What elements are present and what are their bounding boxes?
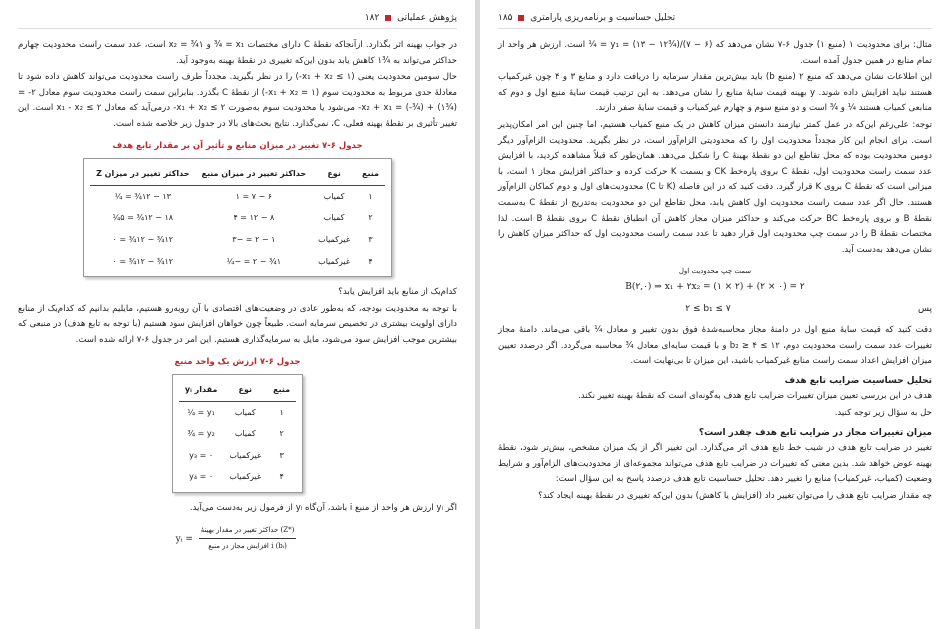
table-cell: غیرکمیاب <box>318 256 350 266</box>
table-cell: ۸ − ۱۲ = ۴ <box>233 213 275 223</box>
table-header: مقدار yᵢ <box>179 379 223 401</box>
resource-value-table <box>179 379 296 488</box>
paragraph: تغییر در ضرایب تابع هدف در شیب خط تابع هدف اثر می‌گذارد. این تغییر اگر از یک میزان مشخص، بیش‌تر شود، نقطهٔ بهینه عوض خواهد شد. بدین معنی که تغییرات در ضرایب تابع هدف می‌تواند مجموعه‌ای از محدودیت‌های الزام‌آور و شرایط وضعیت (کمیاب، غیرکمیاب) منابع را تغییر دهد. تحلیل حساسیت تابع هدف درصدد پاسخ به این سؤال است: <box>498 443 932 485</box>
table-header: نوع <box>223 379 267 401</box>
table2-caption: جدول ۶-۷ ارزش یک واحد منبع <box>174 356 301 367</box>
range-formula: ۲ ≤ b₁ ≤ ۷ <box>685 303 731 314</box>
table-cell: ۴ <box>368 256 373 266</box>
b-point-formula <box>498 264 932 295</box>
right-page-header <box>498 10 932 29</box>
subsection-heading: میزان تغییرات مجاز در ضرایب تابع هدف چقدر است؟ <box>698 427 932 438</box>
table-cell: غیرکمیاب <box>229 450 262 460</box>
table-row <box>179 401 296 423</box>
paragraph: حال سومین محدودیت یعنی (x₁ + x₂ ≤ ۱-) را در نظر بگیرید. مجدداً طرف راست محدودیت می‌تواند کاهش داده شود تا معادلهٔ حدی مربوط به محدودیت سوم (x₁ + x₂ = ۱-) از نقطهٔ C بگذرد. بنابراین سمت راست محدودیت سوم معادل ۲- = (¾۱) + (¾-) = x₂ + x₁- می‌شود یا محدودیت سوم به‌صورت x₁ + x₂ ≤ ۲- درمی‌آید که معادل ۲ ≥ x₁ - x₂ است. این تغییر تأثیری بر نقطهٔ بهینه فعلی، C، نمی‌گذارد. نتایج بحث‌های بالا در جدول زیر خلاصه شده است. <box>18 72 457 129</box>
paragraph: توجه: علی‌رغم این‌که در عمل کمتر نیازمند دانستن میزان کاهش در یک منبع کمیاب هستیم، اما چنین این امر امکان‌پذیر است. برای انجام این کار مجدداً محدودیت اول را که محدودیتی الزام‌آور است، در نظر بگیرید. محدودیت الزام‌آور دیگر دومین محدودیت بوده که محل تقاطع این دو نقطهٔ بهینهٔ C را شکیل می‌دهد. همان‌طور که قبلاً مشاهده کردید، با افزایش عدد سمت راست محدودیت اول، نقطهٔ C بروی پاره‌خط CK و بسمت K حرکت کرده و حداکثر افزایش مجاز ۱ است، با میزانی است که نقطهٔ C بروی K قرار گیرد. دقت کنید که در این فاصله (K تا C) محدودیت‌های اول و دوم کماکان الزام‌آور هستند. حال اگر عدد سمت راست محدودیت اول کاهش یابد، محل تقاطع این دو محدودیت به‌تدریج از نقطهٔ C به‌سمت نقطهٔ B و بروی پاره‌خط BC حرکت می‌کند و حداکثر میزان مجاز کاهش آن انطباق نقطهٔ C بروی نقطهٔ B است. لذا مختصات نقطهٔ B را در سمت چپ محدودیت اول قرار دهید تا عدد سمت راست محدودیت اول که حداکثر میزان کاهش را نشان می‌دهد به‌دست آید. <box>498 119 933 255</box>
paragraph: مثال: برای محدودیت ۱ (منبع ۱) جدول ۶-۷ نشان می‌دهد که y₁ = (۱۳ − ۱۲¾)/(۷ − ۶) = ¼ است. ارزش هر واحد از تمام منابع در همین جدول آمده است. <box>498 40 933 66</box>
bullet-icon <box>518 15 524 21</box>
table-header: حداکثر تغییر در میزان منبع <box>196 163 313 185</box>
table-header: نوع <box>312 163 356 185</box>
resource-change-table <box>90 163 385 272</box>
table-cell: ۱۲¾ − ۱۲¾ = ۰ <box>112 256 174 266</box>
table-row <box>90 185 385 207</box>
table-cell: ۱ <box>368 191 373 201</box>
formula-lhs: yᵢ = <box>175 534 193 545</box>
question: کدام‌یک از منابع باید افزایش یابد؟ <box>338 287 457 298</box>
table-row <box>179 423 296 445</box>
section-heading: تحلیل حساسیت ضرایب تابع هدف <box>784 375 932 386</box>
formula-label: سمت چپ محدودیت اول <box>678 267 752 276</box>
table-cell: ۱¾ − ۲ = −¼ <box>226 256 282 266</box>
table-cell: ۲ <box>368 213 373 223</box>
left-page-body <box>18 38 457 561</box>
table-cell: ۱ <box>279 407 284 417</box>
paragraph: حل به سؤال زیر توجه کنید. <box>834 408 932 419</box>
left-page-header <box>18 10 457 29</box>
table-cell: کمیاب <box>323 213 345 223</box>
table-row <box>179 466 296 488</box>
paragraph: هدف در این بررسی تعیین میزان تغییرات ضرایب تابع هدف به‌گونه‌ای است که نقطهٔ بهینه تغییر نکند. <box>578 391 932 402</box>
table-cell: غیرکمیاب <box>229 472 262 482</box>
left-page-number: ۱۸۲ <box>364 13 380 23</box>
right-header-title: تحلیل حساسیت و برنامه‌ریزی پارامتری <box>530 13 676 23</box>
formula-denominator: افزایش مجاز در منبع i (bᵢ) <box>208 542 287 551</box>
table-row <box>90 207 385 229</box>
range-label: پس <box>918 303 932 314</box>
paragraph: این اطلاعات نشان می‌دهد که منبع ۲ (منبع b) باید بیش‌ترین مقدار سرمایه را دریافت دارد و منابع ۳ و ۴ چون غیرکمیاب هستند نباید افزایش داده شوند. y بهینه قیمت سایهٔ منابع را نشان می‌دهد. به این ترتیب قیمت سایهٔ منبع اول و دوم که منابعی کمیاب هستند ¼ و ¾ است و دو منبع سوم و چهارم غیرکمیاب و قیمت سایهٔ صفر دارند. <box>498 72 932 114</box>
table-cell: ۱۸ − ۱۲¾ = ۵¼ <box>112 213 174 223</box>
table1-caption: جدول ۶-۷ تغییر در میزان منابع و تأثیر آن بر مقدار تابع هدف <box>112 140 363 151</box>
right-page-number: ۱۸۵ <box>498 13 513 23</box>
right-page-body <box>498 38 932 506</box>
paragraph: با توجه به محدودیت بودجه، که به‌طور عادی در وضعیت‌های اقتصادی با آن روبه‌رو هستیم، مایلیم بدانیم که کدام‌یک از منابع دارای اولویت بیشتری در تخصیص سرمایه است. طبیعاً چون خواهان افزایش سود هستیم (با توجه به تابع هدف) در منبعی که بیشترین موجب افزایش سود می‌شود، مایل به سرمایه‌گذاری هستیم. این امر در جدول ۶-۷ ارائه شده است. <box>18 303 457 345</box>
table-cell: ۴ <box>279 472 284 482</box>
table-row <box>90 229 385 251</box>
table-cell: ۶ − ۷ = ۱ <box>235 191 273 201</box>
table-cell: ۱۲¾ − ۱۲¾ = ۰ <box>112 234 174 244</box>
table-cell: y₂ = ¾ <box>187 429 215 439</box>
right-page <box>480 0 950 629</box>
bullet-icon <box>385 15 391 21</box>
paragraph: دقت کنید که قیمت سایهٔ منبع اول در دامنهٔ مجاز محاسبه‌شدهٔ فوق بدون تغییر و معادل ¼ باقی می‌ماند. دامنهٔ مجاز تغییرات عدد سمت راست محدودیت دوم، ۱۲ ≥ b₂ ≥ ۴ و با قیمت سایه‌ای معادل ¾ محاسبه می‌گردد. اگر درصدد تعیین میزان افزایش اعداد سمت راست منابع غیرکمیاب باشید، این میزان تا بی‌نهایت است. <box>498 325 932 367</box>
table-row <box>90 251 385 273</box>
formula-numerator: حداکثر تغییر در مقدار بهینهٔ (Z*) <box>199 523 297 540</box>
table-cell: غیرکمیاب <box>318 234 350 244</box>
table-cell: ۳ <box>368 234 373 244</box>
table-cell: ۱۳ − ۱۲¾ = ¼ <box>114 191 171 201</box>
table1-container <box>83 158 392 277</box>
table2-container <box>172 374 303 493</box>
table-header: حداکثر تغییر در میزان Z <box>90 163 195 185</box>
table-header: منبع <box>356 163 385 185</box>
table-cell: ۳ <box>279 450 284 460</box>
table-cell: کمیاب <box>323 191 345 201</box>
table-cell: y₁ = ¼ <box>187 407 215 417</box>
left-header-title: پژوهش عملیاتی <box>397 13 457 23</box>
paragraph: چه مقدار ضرایب تابع هدف را می‌توان تغییر داد (افزایش یا کاهش) بدون این‌که تغییری در نقطهٔ بهینه ایجاد کند؟ <box>538 491 932 502</box>
table-header: منبع <box>267 379 296 401</box>
paragraph: اگر yᵢ ارزش هر واحد از منبع i باشد، آن‌گاه yᵢ از فرمول زیر به‌دست می‌آید. <box>189 503 457 514</box>
table-cell: ۲ <box>279 429 284 439</box>
value-formula <box>18 523 457 555</box>
table-cell: ۱ − ۲ = −۳ <box>232 234 276 244</box>
table-cell: y₃ = ۰ <box>189 450 214 460</box>
table-cell: کمیاب <box>234 407 256 417</box>
table-cell: y₄ = ۰ <box>189 472 214 482</box>
table-cell: کمیاب <box>234 429 256 439</box>
formula-text: B(۲,۰) ⇒ x₁ + ۲x₂ = (۱ × ۲) + (۲ × ۰) = ۲ <box>625 281 805 292</box>
paragraph: در جواب بهینه اثر بگذارد. ازآنجاکه نقطهٔ C دارای مختصات x₁ = ¾ و x₂ = ¾۱ است، عدد سمت راست محدودیت چهارم حداکثر می‌تواند به ¾۱ کاهش یابد بدون این‌که تغییری در نقطهٔ بهینه به‌وجود آید. <box>18 40 457 66</box>
table-row <box>179 445 296 467</box>
